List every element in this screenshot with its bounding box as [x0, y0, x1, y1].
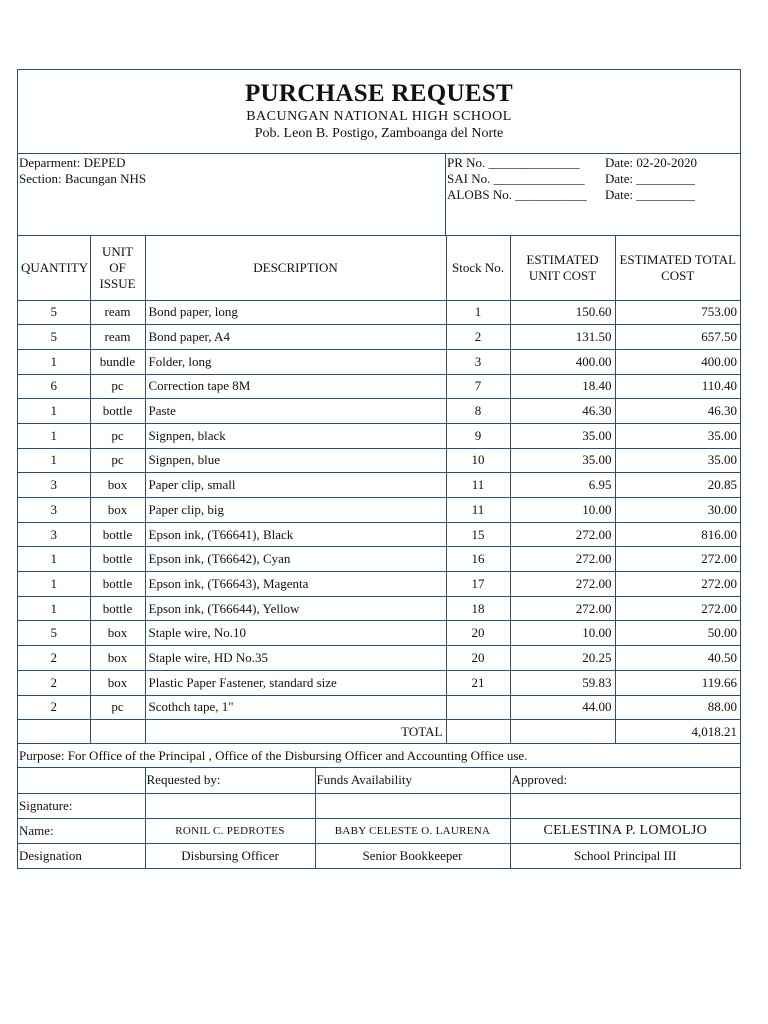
school-name: BACUNGAN NATIONAL HIGH SCHOOL [246, 109, 512, 124]
table-row [18, 621, 740, 646]
col-stock: Stock No. [446, 236, 510, 300]
item-unit-cost: 35.00 [510, 448, 615, 473]
item-unit: box [90, 621, 145, 646]
item-stock-no: 11 [446, 498, 510, 523]
requested-signature [145, 793, 315, 818]
item-description: Paste [145, 399, 446, 424]
item-unit: box [90, 473, 145, 498]
item-unit-cost: 10.00 [510, 498, 615, 523]
item-description: Plastic Paper Fastener, standard size [145, 670, 446, 695]
item-stock-no: 20 [446, 646, 510, 671]
table-row [18, 572, 740, 597]
item-unit: pc [90, 448, 145, 473]
item-stock-no: 20 [446, 621, 510, 646]
designation-row [18, 843, 740, 868]
item-unit: bottle [90, 522, 145, 547]
table-row [18, 448, 740, 473]
item-unit-cost: 6.95 [510, 473, 615, 498]
approved-name: CELESTINA P. LOMOLJO [510, 818, 740, 843]
table-header-row [18, 236, 740, 300]
table-row [18, 423, 740, 448]
pr-date: Date: 02-20-2020 [605, 155, 698, 170]
form-header [18, 70, 740, 154]
item-total-cost: 35.00 [615, 448, 740, 473]
item-stock-no: 10 [446, 448, 510, 473]
item-description: Folder, long [145, 349, 446, 374]
item-quantity: 1 [18, 547, 90, 572]
total-label: TOTAL [145, 720, 446, 744]
alobs-number: ALOBS No. ___________ [447, 187, 587, 202]
item-total-cost: 46.30 [615, 399, 740, 424]
item-unit-cost: 272.00 [510, 522, 615, 547]
col-unit: UNIT OF ISSUE [90, 236, 145, 300]
item-total-cost: 40.50 [615, 646, 740, 671]
item-total-cost: 20.85 [615, 473, 740, 498]
sai-date: Date: _________ [605, 171, 695, 186]
col-quantity: QUANTITY [18, 236, 90, 300]
reference-info [446, 154, 740, 235]
item-total-cost: 657.50 [615, 325, 740, 350]
funds-designation: Senior Bookkeeper [315, 843, 510, 868]
item-unit: bottle [90, 572, 145, 597]
funds-signature [315, 793, 510, 818]
blank-cell [90, 720, 145, 744]
school-address: Pob. Leon B. Postigo, Zamboanga del Norte [254, 126, 504, 141]
department-info [18, 154, 446, 235]
item-quantity: 3 [18, 522, 90, 547]
table-row [18, 325, 740, 350]
sai-number: SAI No. ______________ [447, 171, 585, 186]
item-unit: pc [90, 374, 145, 399]
item-description: Epson ink, (T66643), Magenta [145, 572, 446, 597]
item-stock-no: 3 [446, 349, 510, 374]
request-info [18, 154, 740, 236]
item-total-cost: 110.40 [615, 374, 740, 399]
item-quantity: 5 [18, 325, 90, 350]
signature-row [18, 793, 740, 818]
pr-number: PR No. ______________ [447, 155, 580, 170]
table-row [18, 670, 740, 695]
item-quantity: 1 [18, 349, 90, 374]
item-unit: pc [90, 423, 145, 448]
item-description: Paper clip, big [145, 498, 446, 523]
item-total-cost: 272.00 [615, 596, 740, 621]
item-quantity: 1 [18, 423, 90, 448]
item-quantity: 1 [18, 596, 90, 621]
item-total-cost: 30.00 [615, 498, 740, 523]
item-quantity: 3 [18, 498, 90, 523]
item-description: Correction tape 8M [145, 374, 446, 399]
approved-signature [510, 793, 740, 818]
item-description: Paper clip, small [145, 473, 446, 498]
item-stock-no: 1 [446, 300, 510, 325]
requested-designation: Disbursing Officer [145, 843, 315, 868]
item-total-cost: 816.00 [615, 522, 740, 547]
item-unit-cost: 59.83 [510, 670, 615, 695]
blank-cell [18, 768, 145, 793]
item-unit: bundle [90, 349, 145, 374]
item-total-cost: 88.00 [615, 695, 740, 720]
item-unit-cost: 400.00 [510, 349, 615, 374]
item-total-cost: 400.00 [615, 349, 740, 374]
table-row [18, 374, 740, 399]
item-stock-no: 7 [446, 374, 510, 399]
purpose-line: Purpose: For Office of the Principal , Office of the Disbursing Officer and Accounting Office use. [18, 744, 740, 768]
item-unit-cost: 44.00 [510, 695, 615, 720]
item-total-cost: 753.00 [615, 300, 740, 325]
table-row [18, 498, 740, 523]
item-quantity: 2 [18, 646, 90, 671]
department: Deparment: DEPED [19, 155, 126, 170]
item-quantity: 1 [18, 448, 90, 473]
sai-row [447, 171, 739, 187]
requested-name: RONIL C. PEDROTES [145, 818, 315, 843]
item-unit-cost: 35.00 [510, 423, 615, 448]
name-label: Name: [18, 818, 145, 843]
item-description: Staple wire, No.10 [145, 621, 446, 646]
item-unit: ream [90, 325, 145, 350]
item-unit-cost: 131.50 [510, 325, 615, 350]
blank-cell [446, 720, 510, 744]
item-unit-cost: 10.00 [510, 621, 615, 646]
item-quantity: 2 [18, 695, 90, 720]
items-table [18, 236, 740, 744]
item-quantity: 5 [18, 300, 90, 325]
item-stock-no: 8 [446, 399, 510, 424]
item-unit: box [90, 498, 145, 523]
alobs-row [447, 187, 739, 203]
item-unit-cost: 272.00 [510, 547, 615, 572]
item-description: Scothch tape, 1" [145, 695, 446, 720]
item-unit: bottle [90, 399, 145, 424]
item-description: Epson ink, (T66642), Cyan [145, 547, 446, 572]
blank-cell [18, 720, 90, 744]
table-row [18, 473, 740, 498]
table-row [18, 596, 740, 621]
item-description: Staple wire, HD No.35 [145, 646, 446, 671]
item-stock-no: 11 [446, 473, 510, 498]
table-row [18, 349, 740, 374]
col-total-cost: ESTIMATED TOTAL COST [615, 236, 740, 300]
pr-row [447, 155, 739, 171]
item-unit: bottle [90, 547, 145, 572]
item-quantity: 3 [18, 473, 90, 498]
item-stock-no: 16 [446, 547, 510, 572]
item-stock-no: 9 [446, 423, 510, 448]
col-unit-cost: ESTIMATED UNIT COST [510, 236, 615, 300]
form-title: PURCHASE REQUEST [244, 80, 514, 107]
table-row [18, 300, 740, 325]
approved-label: Approved: [510, 768, 740, 793]
item-total-cost: 119.66 [615, 670, 740, 695]
funds-availability-label: Funds Availability [315, 768, 510, 793]
requested-by-label: Requested by: [145, 768, 315, 793]
name-row [18, 818, 740, 843]
item-quantity: 1 [18, 399, 90, 424]
total-row [18, 720, 740, 744]
signature-label: Signature: [18, 793, 145, 818]
item-quantity: 6 [18, 374, 90, 399]
total-value: 4,018.21 [615, 720, 740, 744]
item-unit: box [90, 670, 145, 695]
designation-label: Designation [18, 843, 145, 868]
item-description: Signpen, blue [145, 448, 446, 473]
item-unit: box [90, 646, 145, 671]
item-description: Epson ink, (T66644), Yellow [145, 596, 446, 621]
item-unit-cost: 46.30 [510, 399, 615, 424]
item-stock-no: 15 [446, 522, 510, 547]
alobs-date: Date: _________ [605, 187, 695, 202]
item-description: Signpen, black [145, 423, 446, 448]
item-quantity: 5 [18, 621, 90, 646]
table-row [18, 646, 740, 671]
item-unit: ream [90, 300, 145, 325]
table-row [18, 695, 740, 720]
purchase-request-form [17, 69, 741, 869]
item-description: Bond paper, long [145, 300, 446, 325]
item-total-cost: 272.00 [615, 572, 740, 597]
item-unit: bottle [90, 596, 145, 621]
item-unit-cost: 18.40 [510, 374, 615, 399]
item-unit-cost: 150.60 [510, 300, 615, 325]
funds-name: BABY CELESTE O. LAURENA [315, 818, 510, 843]
item-description: Bond paper, A4 [145, 325, 446, 350]
item-unit-cost: 272.00 [510, 596, 615, 621]
col-description: DESCRIPTION [145, 236, 446, 300]
item-total-cost: 272.00 [615, 547, 740, 572]
item-total-cost: 35.00 [615, 423, 740, 448]
item-stock-no: 21 [446, 670, 510, 695]
item-description: Epson ink, (T66641), Black [145, 522, 446, 547]
signature-header-row [18, 768, 740, 793]
blank-cell [510, 720, 615, 744]
item-quantity: 2 [18, 670, 90, 695]
item-stock-no: 2 [446, 325, 510, 350]
table-row [18, 522, 740, 547]
table-row [18, 399, 740, 424]
item-unit: pc [90, 695, 145, 720]
item-total-cost: 50.00 [615, 621, 740, 646]
signature-table [18, 768, 740, 868]
section: Section: Bacungan NHS [19, 171, 147, 186]
table-row [18, 547, 740, 572]
item-quantity: 1 [18, 572, 90, 597]
item-unit-cost: 272.00 [510, 572, 615, 597]
approved-designation: School Principal III [510, 843, 740, 868]
item-stock-no [446, 695, 510, 720]
item-stock-no: 17 [446, 572, 510, 597]
item-unit-cost: 20.25 [510, 646, 615, 671]
item-stock-no: 18 [446, 596, 510, 621]
